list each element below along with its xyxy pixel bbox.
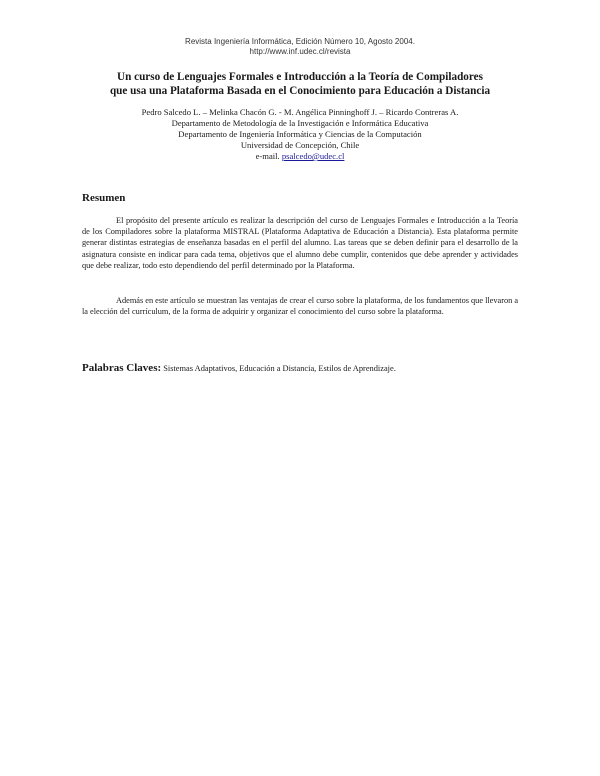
affiliation-2: Departamento de Ingeniería Informática y Ciencias de la Computación: [178, 129, 422, 139]
email-link[interactable]: psalcedo@udec.cl: [281, 151, 345, 161]
abstract-paragraph-2: Además en este artículo se muestran las ventajas de crear el curso sobre la plataforma, de los fundamentos que llevaron a la elección del currículum, de la forma de adquirir y organizar el conocimiento del curso sobre la plataforma.: [82, 296, 519, 317]
author-block: [60, 107, 540, 162]
title-line-1: Un curso de Lenguajes Formales e Introducción a la Teoría de Compiladores: [117, 71, 483, 83]
journal-url: http://www.inf.udec.cl/revista: [249, 47, 351, 56]
journal-header: [0, 37, 600, 57]
author-names: Pedro Salcedo L. – Melinka Chacón G. - M. Angélica Pinninghoff J. – Ricardo Contreras A.: [141, 107, 459, 117]
paper-title: [60, 70, 540, 98]
email-line: [60, 151, 540, 162]
keywords-label: Palabras Claves:: [82, 362, 162, 374]
keywords-text: Sistemas Adaptativos, Educación a Distancia, Estilos de Aprendizaje.: [163, 364, 396, 373]
keywords-line: [82, 362, 518, 375]
journal-line: Revista Ingeniería Informática, Edición Número 10, Agosto 2004.: [185, 37, 415, 46]
university: Universidad de Concepción, Chile: [240, 140, 360, 150]
title-line-2: que usa una Plataforma Basada en el Conocimiento para Educación a Distancia: [109, 85, 491, 97]
abstract-heading: Resumen: [82, 192, 126, 204]
affiliation-1: Departamento de Metodología de la Investigación e Informática Educativa: [171, 118, 429, 128]
email-label: e-mail.: [255, 151, 280, 161]
abstract-paragraph-1: El propósito del presente artículo es realizar la descripción del curso de Lenguajes Formales e Introducción a la Teoría de los Compiladores sobre la plataforma MISTRAL (Plataforma Adaptativa de Educación a Distancia). Esta plataforma permite generar distintas estrategias de enseñanza basadas en el perfil del alumno. Las tareas que se deben definir para el desarrollo de la asignatura consiste en indicar para cada tema, objetivos que el alumno debe cumplir, contenidos que debe aprender y actividades que debe realizar, todo esto dependiendo del perfil determinado por la Plataforma.: [82, 216, 518, 270]
